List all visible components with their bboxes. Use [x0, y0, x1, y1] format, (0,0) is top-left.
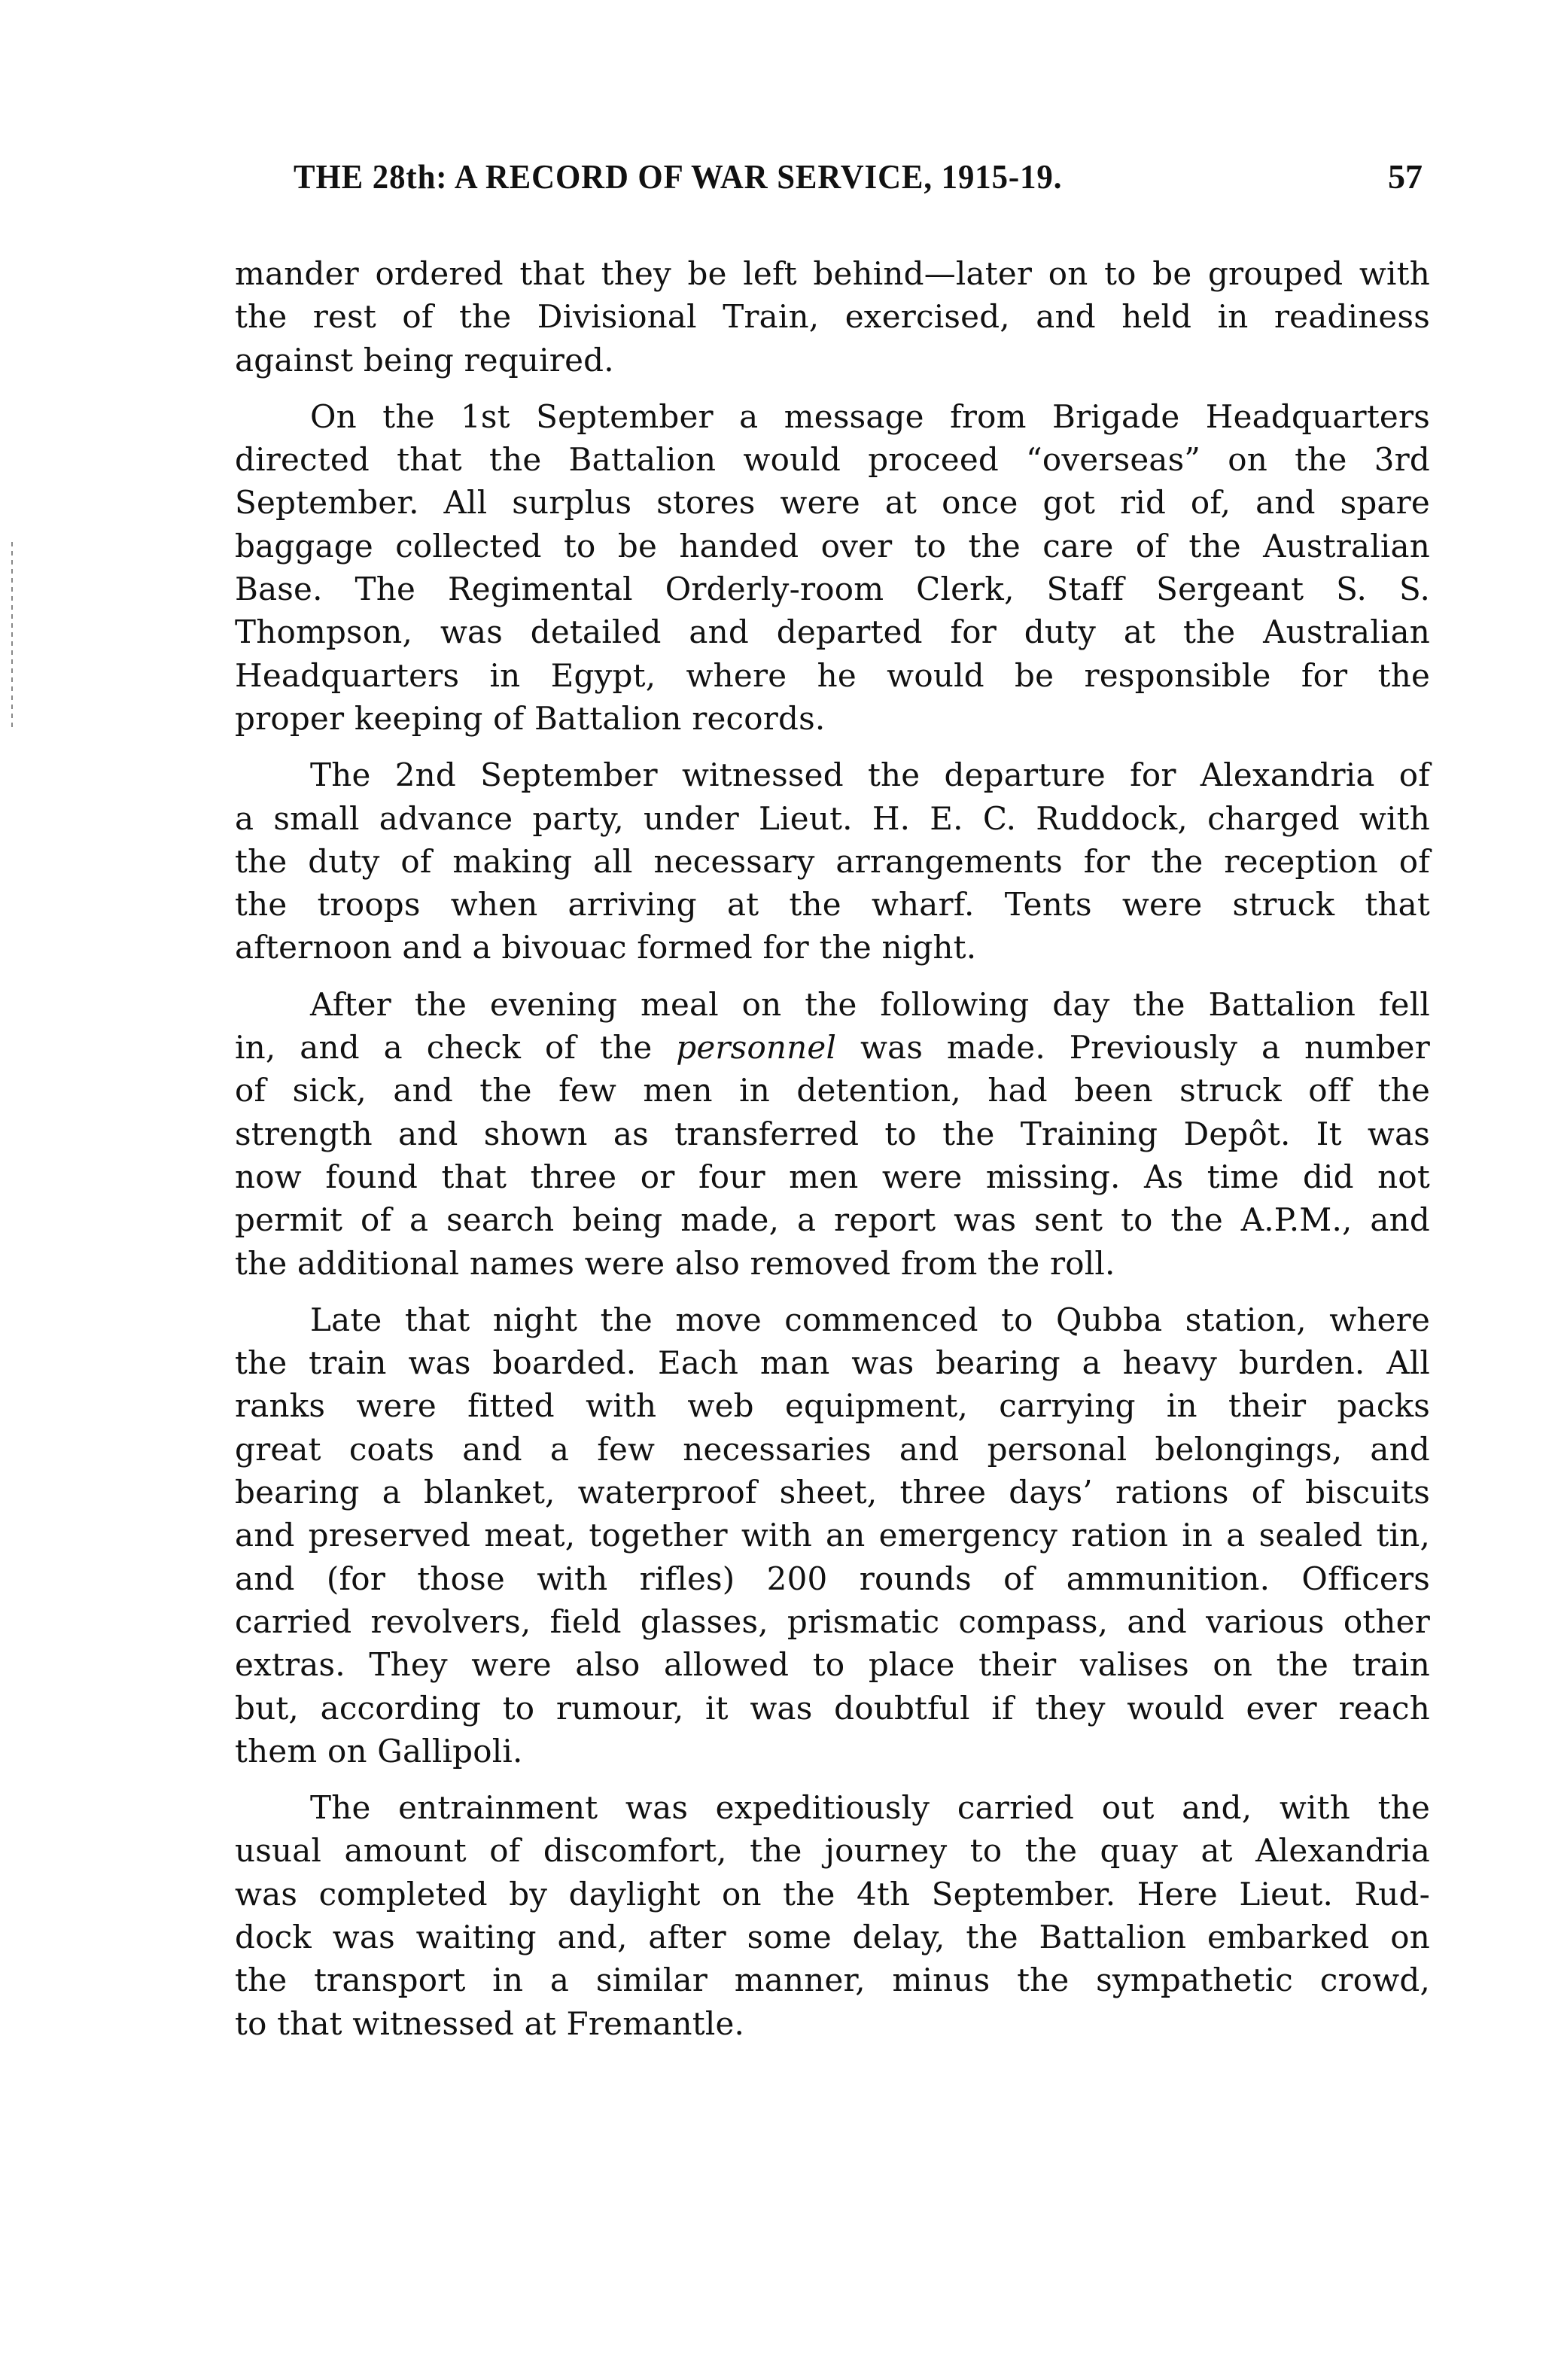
paragraph [235, 1786, 1430, 2045]
text-line: usual amount of discomfort, the journey to the quay at Alexandria [235, 1832, 1430, 1870]
text-line: September. All surplus stores were at once got rid of, and spare [235, 484, 1430, 522]
text-line: Thompson, was detailed and departed for duty at the Australian [235, 613, 1430, 651]
text-line: baggage collected to be handed over to the care of the Australian [235, 527, 1430, 565]
text-line: After the evening meal on the following day the Battalion fell [310, 985, 1430, 1023]
text-line: On the 1st September a message from Brigade Headquarters [310, 397, 1430, 435]
text-line: proper keeping of Battalion records. [235, 699, 826, 737]
text-line: The entrainment was expeditiously carried out and, with the [310, 1789, 1430, 1827]
text-line: The 2nd September witnessed the departure for Alexandria of [310, 756, 1430, 794]
text-line: the troops when arriving at the wharf. Tents were struck that [235, 886, 1430, 924]
body-text [235, 252, 1430, 2059]
text-line: was completed by daylight on the 4th September. Here Lieut. Rud- [235, 1875, 1430, 1913]
text-line: permit of a search being made, a report was sent to the A.P.M., and [235, 1201, 1430, 1239]
text-line: Headquarters in Egypt, where he would be responsible for the [235, 656, 1430, 694]
text-line: great coats and a few necessaries and personal belongings, and [235, 1430, 1430, 1468]
text-line: extras. They were also allowed to place their valises on the train [235, 1646, 1430, 1684]
paragraph [235, 252, 1430, 382]
running-title: THE 28th: A RECORD OF WAR SERVICE, 1915-19. [294, 157, 1063, 196]
text-line: afternoon and a bivouac formed for the night. [235, 929, 977, 966]
text-line: in, and a check of the personnel was made. Previously a number [235, 1029, 1430, 1067]
text-line: and (for those with rifles) 200 rounds of ammunition. Officers [235, 1560, 1430, 1597]
text-line: now found that three or four men were missing. As time did not [235, 1158, 1430, 1195]
text-line: them on Gallipoli. [235, 1732, 523, 1770]
text-line: directed that the Battalion would proceed “overseas” on the 3rd [235, 441, 1430, 479]
text-line: mander ordered that they be left behind—later on to be grouped with [235, 255, 1430, 292]
text-line: bearing a blanket, waterproof sheet, three days’ rations of biscuits [235, 1474, 1430, 1511]
italic-term: personnel [676, 1029, 837, 1067]
text-line: and preserved meat, together with an emergency ration in a sealed tin, [235, 1517, 1430, 1554]
text-line: the additional names were also removed from the roll. [235, 1244, 1115, 1282]
paragraph [235, 983, 1430, 1285]
text-line: Base. The Regimental Orderly-room Clerk, Staff Sergeant S. S. [235, 571, 1430, 608]
text-line: of sick, and the few men in detention, had been struck off the [235, 1072, 1430, 1109]
text-line: the transport in a similar manner, minus the sympathetic crowd, [235, 1962, 1430, 1999]
text-line: to that witnessed at Fremantle. [235, 2004, 745, 2042]
text-line: Late that night the move commenced to Qubba station, where [310, 1301, 1430, 1338]
text-line: against being required. [235, 341, 614, 379]
text-line: dock was waiting and, after some delay, the Battalion embarked on [235, 1918, 1430, 1955]
page-number: 57 [1388, 157, 1423, 196]
running-header [294, 154, 1423, 199]
text-line: but, according to rumour, it was doubtful if they would ever reach [235, 1689, 1430, 1727]
paragraph [235, 753, 1430, 969]
text-line: strength and shown as transferred to the Training Depôt. It was [235, 1115, 1430, 1152]
scan-artifact-line [11, 542, 13, 730]
paragraph [235, 395, 1430, 740]
text-line: a small advance party, under Lieut. H. E. C. Ruddock, charged with [235, 799, 1430, 837]
text-line: ranks were fitted with web equipment, carrying in their packs [235, 1387, 1430, 1425]
text-line: the train was boarded. Each man was bearing a heavy burden. All [235, 1344, 1430, 1382]
text-line: the rest of the Divisional Train, exercised, and held in readiness [235, 298, 1430, 336]
paragraph [235, 1298, 1430, 1773]
text-line: carried revolvers, field glasses, prismatic compass, and various other [235, 1602, 1430, 1640]
text-line: the duty of making all necessary arrangements for the reception of [235, 842, 1430, 880]
